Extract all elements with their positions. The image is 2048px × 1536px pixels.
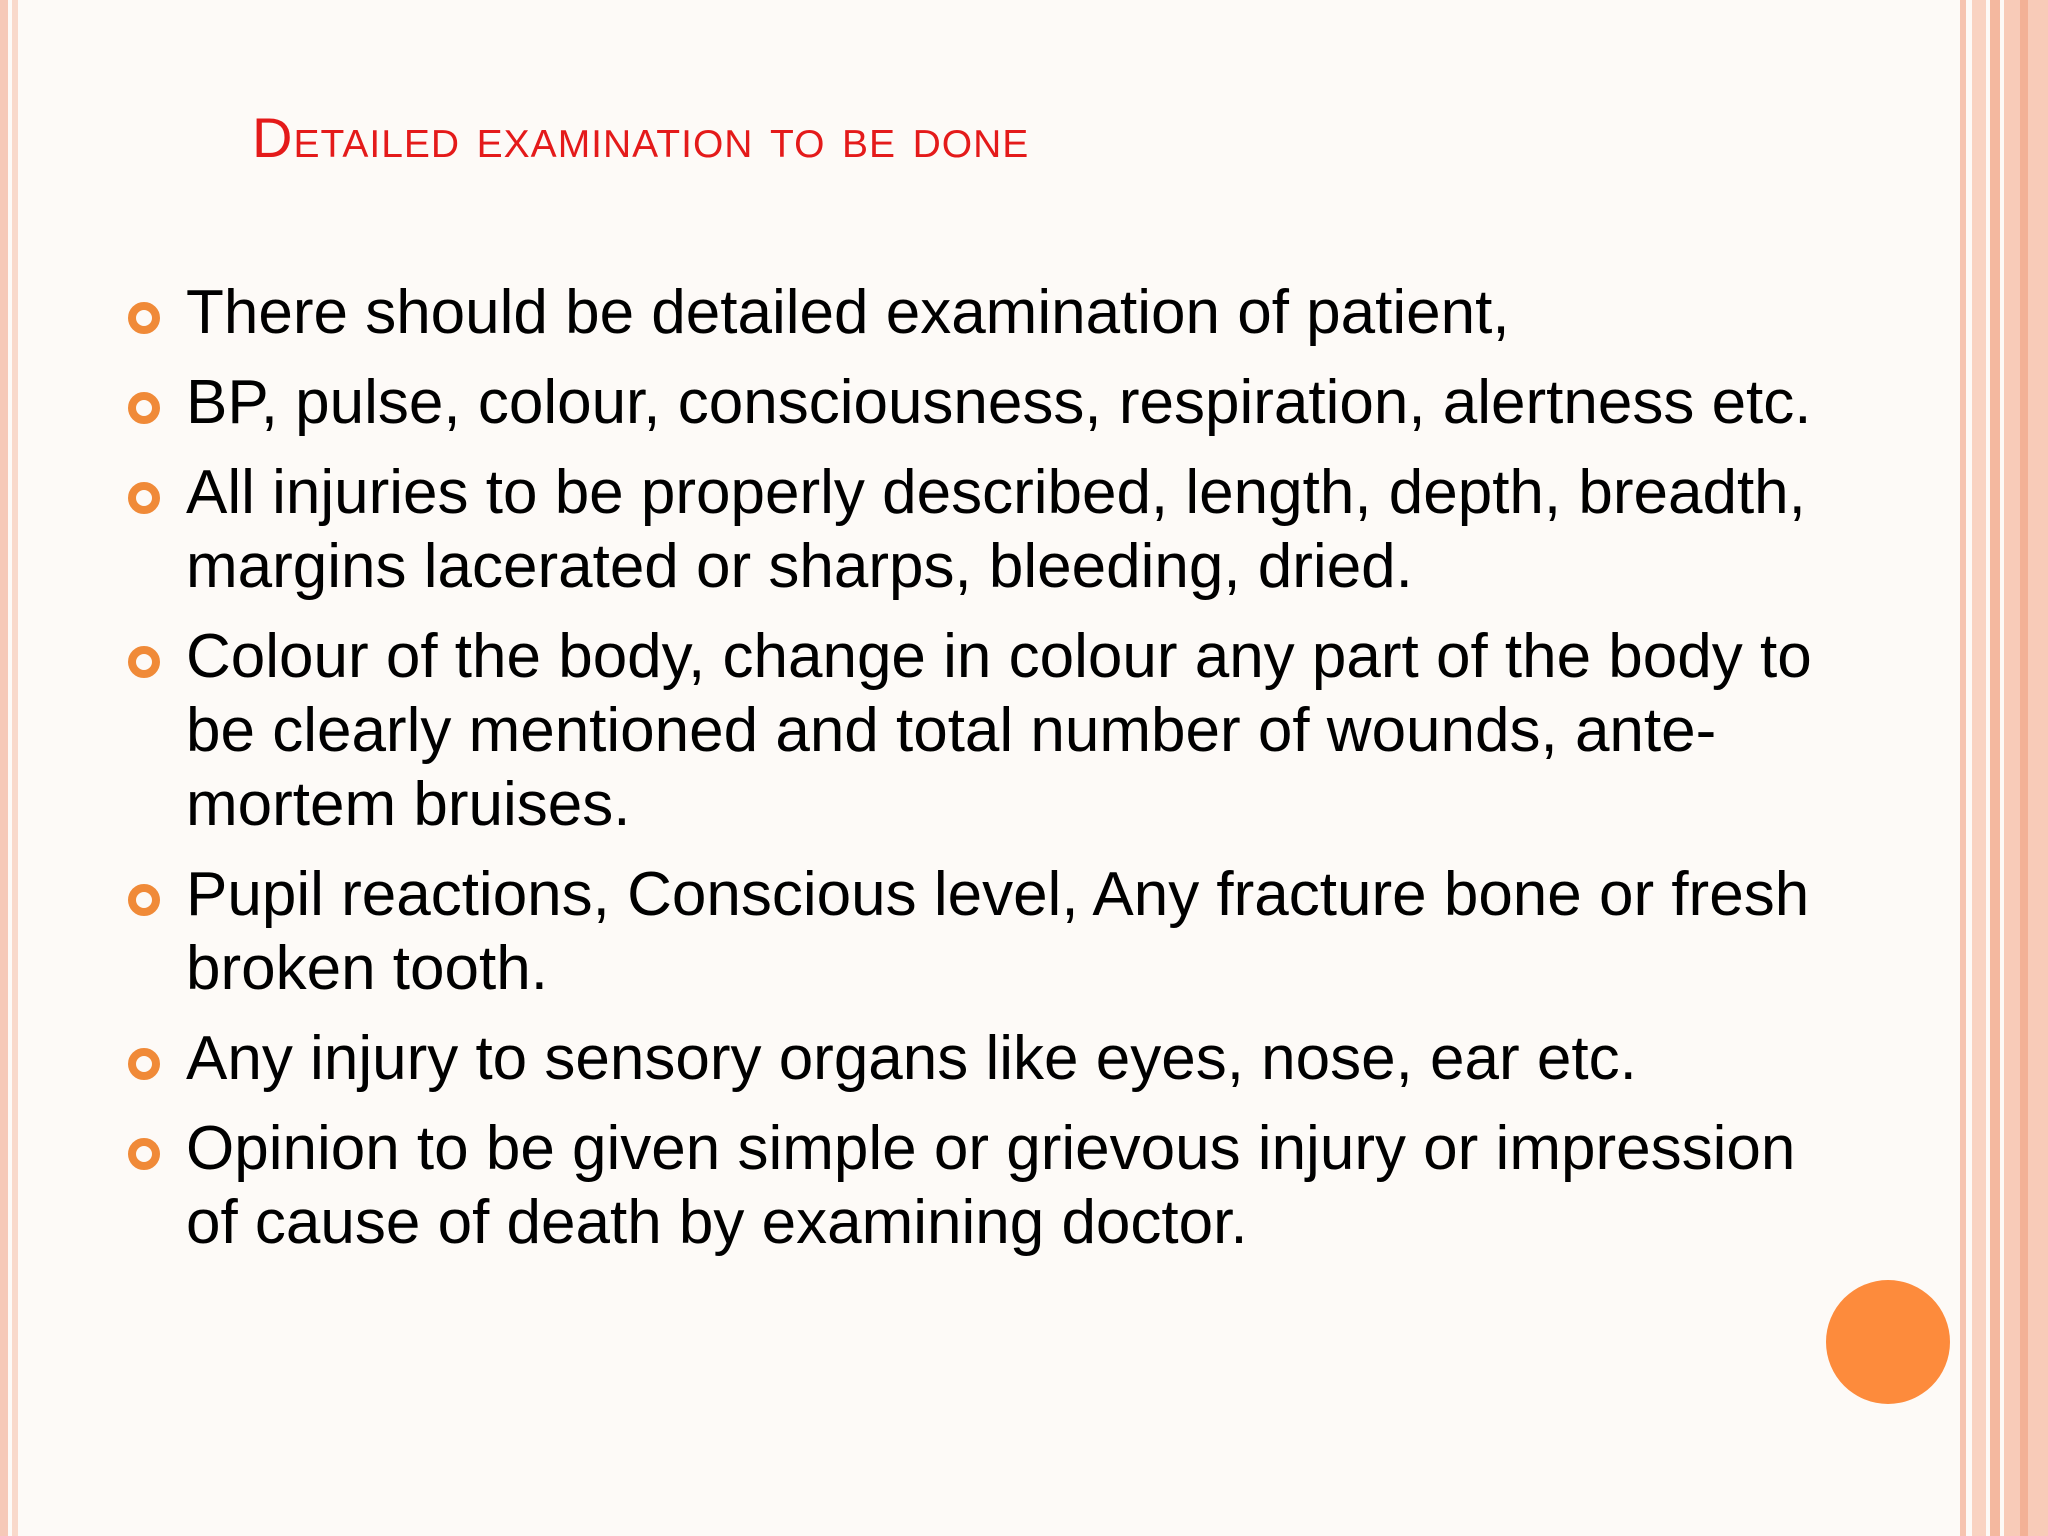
ring-bullet-icon (128, 302, 160, 334)
bullet-item (124, 620, 1864, 842)
bullet-text: Colour of the body, change in colour any part of the body to be clearly mentioned and total number of wounds, ante-mortem bruises. (186, 622, 1812, 839)
bullet-item (124, 1022, 1864, 1096)
left-border-stripe-inner (12, 0, 18, 1536)
right-border-stripe (1960, 0, 1966, 1536)
decorative-circle (1826, 1280, 1950, 1404)
bullet-text: Opinion to be given simple or grievous injury or impression of cause of death by examining doctor. (186, 1114, 1796, 1257)
ring-bullet-icon (128, 482, 160, 514)
bullet-item (124, 1112, 1864, 1260)
right-border-stripe (2020, 0, 2028, 1536)
bullet-item (124, 276, 1864, 350)
right-border-stripe (1990, 0, 2000, 1536)
bullet-list (124, 276, 1864, 1276)
ring-bullet-icon (128, 1138, 160, 1170)
ring-bullet-icon (128, 392, 160, 424)
bullet-text: BP, pulse, colour, consciousness, respiration, alertness etc. (186, 368, 1812, 437)
ring-bullet-icon (128, 884, 160, 916)
slide-title: Detailed examination to be done (252, 106, 1030, 169)
bullet-text: Any injury to sensory organs like eyes, nose, ear etc. (186, 1024, 1637, 1093)
left-border-stripe (0, 0, 8, 1536)
bullet-item (124, 858, 1864, 1006)
ring-bullet-icon (128, 1048, 160, 1080)
bullet-item (124, 456, 1864, 604)
bullet-text: All injuries to be properly described, length, depth, breadth, margins lacerated or sharps, bleeding, dried. (186, 458, 1806, 601)
right-border-stripe (1972, 0, 1986, 1536)
bullet-text: There should be detailed examination of patient, (186, 278, 1510, 347)
bullet-item (124, 366, 1864, 440)
ring-bullet-icon (128, 646, 160, 678)
bullet-text: Pupil reactions, Conscious level, Any fracture bone or fresh broken tooth. (186, 860, 1810, 1003)
